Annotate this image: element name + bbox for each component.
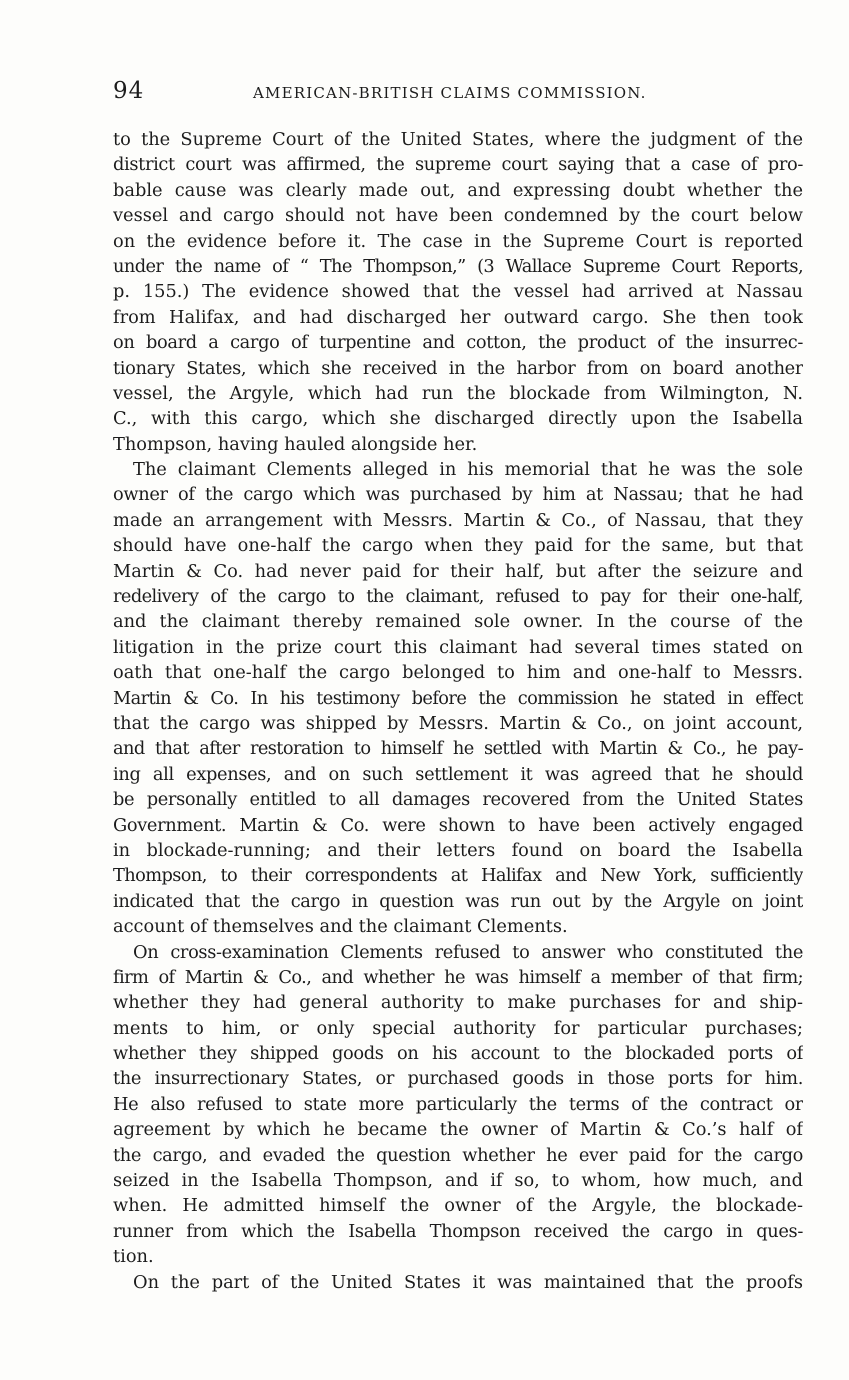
text-line: from Halifax, and had discharged her outward cargo. She then took xyxy=(113,306,803,328)
text-line: and that after restoration to himself he settled with Martin & Co., he pay- xyxy=(113,738,803,760)
text-line: Thompson, to their correspondents at Halifax and New York, sufficiently xyxy=(113,865,803,887)
text-line: tionary States, which she received in the harbor from on board another xyxy=(113,357,803,379)
text-line: runner from which the Isabella Thompson received the cargo in ques- xyxy=(113,1220,803,1242)
text-line: Martin & Co. In his testimony before the commission he stated in effect xyxy=(113,687,803,709)
text-line: seized in the Isabella Thompson, and if so, to whom, how much, and xyxy=(113,1170,803,1192)
text-line: agreement by which he became the owner of Martin & Co.’s half of xyxy=(113,1119,803,1141)
text-line: on board a cargo of turpentine and cotton, the product of the insurrec- xyxy=(113,332,803,354)
text-line: Martin & Co. had never paid for their half, but after the seizure and xyxy=(113,560,803,582)
text-line: and the claimant thereby remained sole owner. In the course of the xyxy=(113,611,803,633)
paragraph-2 xyxy=(113,457,803,939)
text-line: Thompson, having hauled alongside her. xyxy=(113,433,478,455)
text-line: He also refused to state more particularly the terms of the contract or xyxy=(113,1093,803,1115)
text-line: Government. Martin & Co. were shown to have been actively engaged xyxy=(113,814,803,836)
text-line: whether they had general authority to make purchases for and ship- xyxy=(113,992,803,1014)
text-line: tion. xyxy=(113,1246,154,1268)
text-line: On cross-examination Clements refused to answer who constituted the xyxy=(133,941,803,963)
text-line: redelivery of the cargo to the claimant, refused to pay for their one-half, xyxy=(113,586,803,608)
text-line: owner of the cargo which was purchased by him at Nassau; that he had xyxy=(113,484,803,506)
text-line: firm of Martin & Co., and whether he was himself a member of that firm; xyxy=(113,966,803,988)
text-line: ments to him, or only special authority for particular purchases; xyxy=(113,1017,803,1039)
text-line: The claimant Clements alleged in his memorial that he was the sole xyxy=(133,459,803,481)
text-line: oath that one-half the cargo belonged to him and one-half to Messrs. xyxy=(113,662,803,684)
paragraph-4 xyxy=(113,1270,803,1295)
text-line: the cargo, and evaded the question whether he ever paid for the cargo xyxy=(113,1144,803,1166)
text-line: bable cause was clearly made out, and expressing doubt whether the xyxy=(113,179,803,201)
text-line: whether they shipped goods on his account to the blockaded ports of xyxy=(113,1043,803,1065)
text-line: district court was affirmed, the supreme court saying that a case of pro- xyxy=(113,154,803,176)
text-line: to the Supreme Court of the United States, where the judgment of the xyxy=(113,129,803,150)
text-line: in blockade-running; and their letters found on board the Isabella xyxy=(113,839,803,861)
text-line: indicated that the cargo in question was run out by the Argyle on joint xyxy=(113,890,803,912)
text-line: under the name of “ The Thompson,” (3 Wallace Supreme Court Reports, xyxy=(113,255,803,277)
text-line: when. He admitted himself the owner of the Argyle, the blockade- xyxy=(113,1195,803,1217)
text-line: account of themselves and the claimant Clements. xyxy=(113,916,568,938)
text-line: should have one-half the cargo when they paid for the same, but that xyxy=(113,535,803,557)
text-line: the insurrectionary States, or purchased goods in those ports for him. xyxy=(113,1068,803,1090)
text-line: C., with this cargo, which she discharged directly upon the Isabella xyxy=(113,408,803,430)
text-line: that the cargo was shipped by Messrs. Martin & Co., on joint account, xyxy=(113,712,803,734)
page-number: 94 xyxy=(113,78,145,104)
text-line: litigation in the prize court this claimant had several times stated on xyxy=(113,636,803,658)
page-header xyxy=(113,78,803,110)
paragraph-1 xyxy=(113,127,803,457)
text-line: on the evidence before it. The case in the Supreme Court is reported xyxy=(113,230,803,252)
body-text xyxy=(113,127,803,1295)
text-line: made an arrangement with Messrs. Martin & Co., of Nassau, that they xyxy=(113,509,803,531)
running-head: AMERICAN-BRITISH CLAIMS COMMISSION. xyxy=(253,84,647,102)
text-line: be personally entitled to all damages recovered from the United States xyxy=(113,789,803,811)
paragraph-3 xyxy=(113,940,803,1270)
text-line: p. 155.) The evidence showed that the vessel had arrived at Nassau xyxy=(113,281,803,303)
text-line: On the part of the United States it was maintained that the proofs xyxy=(133,1271,803,1293)
text-line: vessel and cargo should not have been condemned by the court below xyxy=(113,205,803,227)
text-line: ing all expenses, and on such settlement it was agreed that he should xyxy=(113,763,803,785)
text-line: vessel, the Argyle, which had run the blockade from Wilmington, N. xyxy=(113,382,803,404)
